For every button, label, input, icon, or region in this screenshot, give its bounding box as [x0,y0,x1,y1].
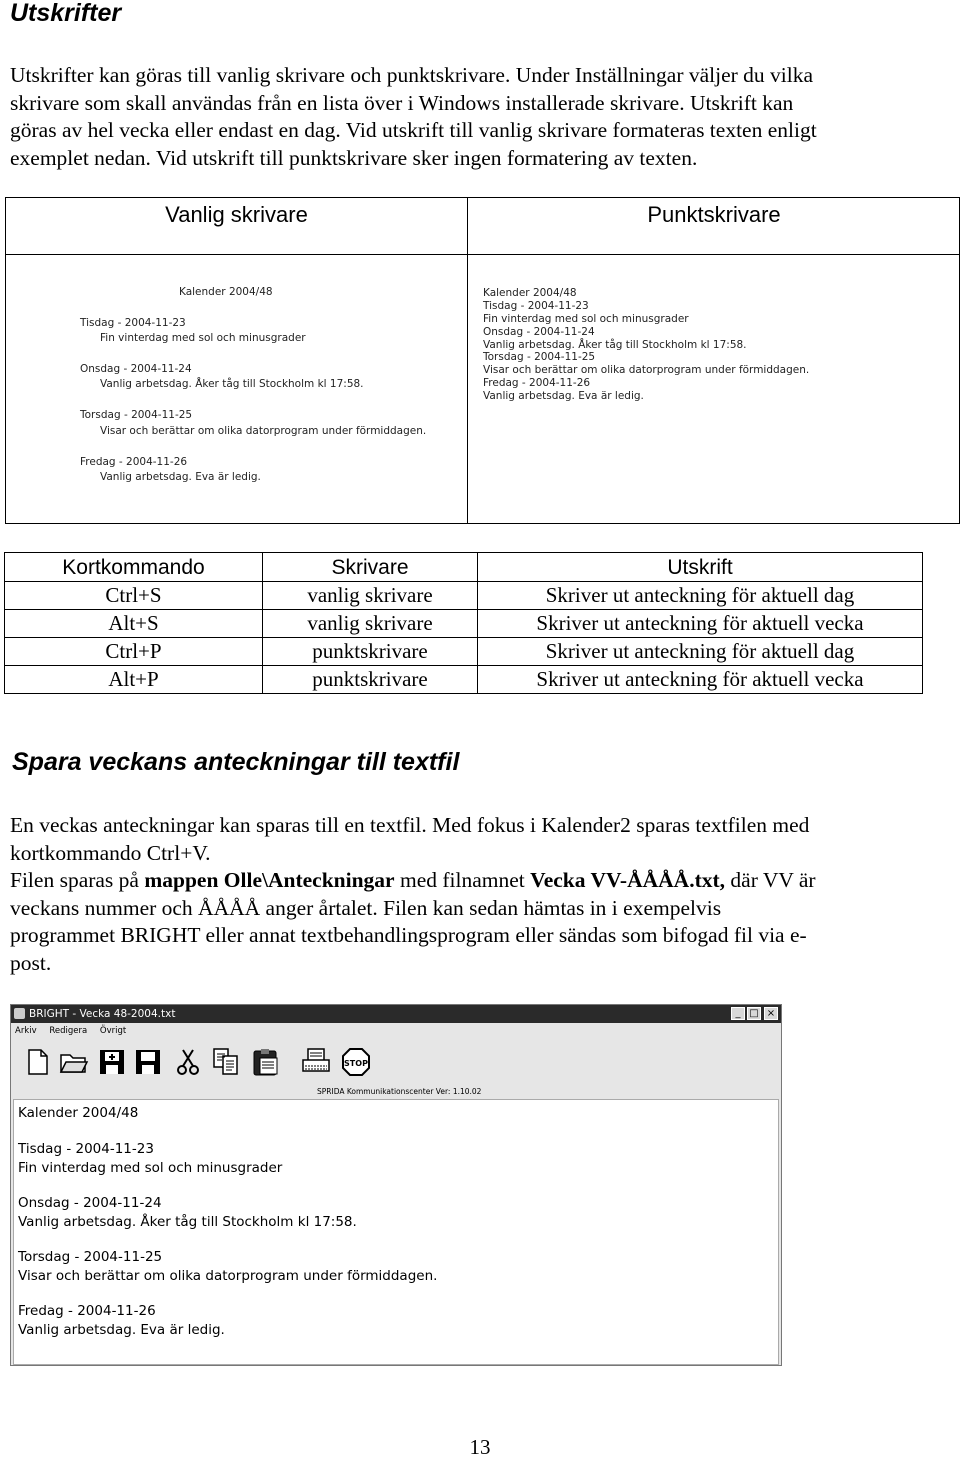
paste-button[interactable] [249,1045,283,1079]
braille-preview-line: Tisdag - 2004-11-23 [483,300,589,312]
app-version-text: SPRIDA Kommunikationscenter Ver: 1.10.02 [317,1087,482,1096]
braille-printer-header: Punktskrivare [647,202,781,227]
column-header: Skrivare [263,553,478,582]
document-line: Fin vinterdag med sol och minusgrader [18,1160,283,1176]
paragraph-line: En veckas anteckningar kan sparas till en textfil. Med fokus i Kalender2 sparas textfilen med [10,813,810,837]
menu-bar [11,1024,781,1038]
menu-redigera[interactable]: Redigera [49,1026,88,1036]
regular-preview-title: Kalender 2004/48 [179,286,273,298]
column-divider [467,198,468,523]
table-row [5,610,923,638]
document-line: Onsdag - 2004-11-24 [18,1195,162,1211]
new-document-icon [26,1048,50,1076]
shortcut-cell: Alt+P [5,666,263,694]
maximize-button[interactable]: □ [747,1007,761,1020]
stop-sign-icon [341,1047,371,1077]
paragraph-line: post. [10,950,52,975]
shortcut-cell: Ctrl+P [5,638,263,666]
app-icon [14,1008,25,1019]
filename: Vecka VV-ÅÅÅÅ.txt, [530,868,726,892]
column-header: Kortkommando [5,553,263,582]
printer-cell: vanlig skrivare [263,582,478,610]
new-file-button[interactable] [21,1045,55,1079]
printer-icon [301,1047,331,1077]
copy-icon [212,1047,240,1077]
regular-preview-line: Torsdag - 2004-11-25 [80,409,193,421]
document-line: Tisdag - 2004-11-23 [18,1141,154,1157]
paragraph-line: programmet BRIGHT eller annat textbehandlingsprogram eller sändas som bifogad fil via e- [10,923,807,947]
braille-preview-line: Fin vinterdag med sol och minusgrader [483,313,689,325]
braille-preview-line: Fredag - 2004-11-26 [483,377,591,389]
regular-preview-line: Onsdag - 2004-11-24 [80,363,192,375]
document-line: Torsdag - 2004-11-25 [18,1249,163,1265]
regular-preview-line: Vanlig arbetsdag. Eva är ledig. [100,471,261,483]
column-header: Utskrift [478,553,923,582]
regular-preview-line: Fredag - 2004-11-26 [80,456,188,468]
toolbar [11,1039,781,1087]
stop-label: STOP [344,1059,368,1068]
printer-comparison-table [5,197,960,524]
document-text-area[interactable] [13,1099,779,1365]
textfile-paragraph [10,812,940,977]
floppy-disk-icon [134,1048,162,1076]
menu-arkiv[interactable]: Arkiv [15,1026,37,1036]
document-line: Vanlig arbetsdag. Åker tåg till Stockholm kl 17:58. [18,1214,357,1230]
menu-ovrigt[interactable]: Övrigt [99,1026,127,1036]
output-cell: Skriver ut anteckning för aktuell vecka [478,610,923,638]
document-line: Visar och berättar om olika datorprogram under förmiddagen. [18,1268,438,1284]
header-divider [6,254,959,255]
braille-preview-line: Vanlig arbetsdag. Åker tåg till Stockholm kl 17:58. [483,339,747,351]
shortcut-table [4,552,923,694]
open-file-button[interactable] [57,1045,91,1079]
status-line [11,1085,781,1099]
table-row [5,582,923,610]
output-cell: Skriver ut anteckning för aktuell vecka [478,666,923,694]
paste-icon [251,1047,281,1077]
braille-preview-line: Visar och berättar om olika datorprogram under förmiddagen. [483,364,810,376]
regular-preview-line: Vanlig arbetsdag. Åker tåg till Stockholm kl 17:58. [100,378,364,390]
paragraph-line: kortkommando Ctrl+V. [10,840,211,865]
braille-preview-line: Onsdag - 2004-11-24 [483,326,595,338]
save-as-button[interactable] [95,1045,129,1079]
regular-preview-line: Tisdag - 2004-11-23 [80,317,186,329]
paragraph-line: veckans nummer och ÅÅÅÅ anger årtalet. Filen kan sedan hämtas in i exempelvis [10,895,722,920]
title-bar [11,1005,781,1023]
window-title: BRIGHT - Vecka 48-2004.txt [29,1008,176,1020]
output-cell: Skriver ut anteckning för aktuell dag [478,582,923,610]
regular-printer-header: Vanlig skrivare [165,202,308,227]
shortcut-cell: Alt+S [5,610,263,638]
stop-button[interactable] [339,1045,373,1079]
intro-line: exemplet nedan. Vid utskrift till punktskrivare sker ingen formatering av texten. [10,145,698,170]
save-button[interactable] [131,1045,165,1079]
intro-line: Utskrifter kan göras till vanlig skrivare och punktskrivare. Under Inställningar väljer du vilka [10,63,814,87]
table-row [5,666,923,694]
text-run: med filnamnet [394,868,531,892]
printer-cell: vanlig skrivare [263,610,478,638]
printer-cell: punktskrivare [263,638,478,666]
output-cell: Skriver ut anteckning för aktuell dag [478,638,923,666]
page-number: 13 [469,1435,491,1459]
braille-preview-line: Vanlig arbetsdag. Eva är ledig. [483,390,644,402]
regular-preview-line: Fin vinterdag med sol och minusgrader [100,332,306,344]
regular-preview-line: Visar och berättar om olika datorprogram under förmiddagen. [100,425,427,437]
open-folder-icon [59,1049,89,1075]
document-line: Fredag - 2004-11-26 [18,1303,156,1319]
minimize-button[interactable]: _ [731,1007,745,1020]
text-run: där VV är [725,868,816,892]
document-line: Vanlig arbetsdag. Eva är ledig. [18,1322,225,1338]
table-header-row [5,553,923,582]
bright-app-window [10,1004,782,1366]
cut-button[interactable] [171,1045,205,1079]
intro-line: göras av hel vecka eller endast en dag. Vid utskrift till vanlig skrivare formateras texten enligt [10,118,817,142]
braille-preview-line: Kalender 2004/48 [483,287,577,299]
section-heading: Spara veckans anteckningar till textfil [12,748,460,776]
close-button[interactable]: × [764,1007,778,1020]
table-row [5,638,923,666]
page-heading: Utskrifter [10,0,122,27]
paragraph-line [10,867,940,895]
intro-line: skrivare som skall användas från en lista över i Windows installerade skrivare. Utskrift kan [10,90,794,115]
text-run: Filen sparas på [10,868,145,892]
document-line: Kalender 2004/48 [18,1105,139,1121]
save-plus-icon [98,1048,126,1076]
intro-paragraph [10,62,910,172]
print-button[interactable] [299,1045,333,1079]
shortcut-cell: Ctrl+S [5,582,263,610]
braille-preview-line: Torsdag - 2004-11-25 [483,351,596,363]
copy-button[interactable] [209,1045,243,1079]
scissors-icon [175,1048,201,1076]
printer-cell: punktskrivare [263,666,478,694]
folder-path: mappen Olle\Anteckningar [144,868,395,892]
